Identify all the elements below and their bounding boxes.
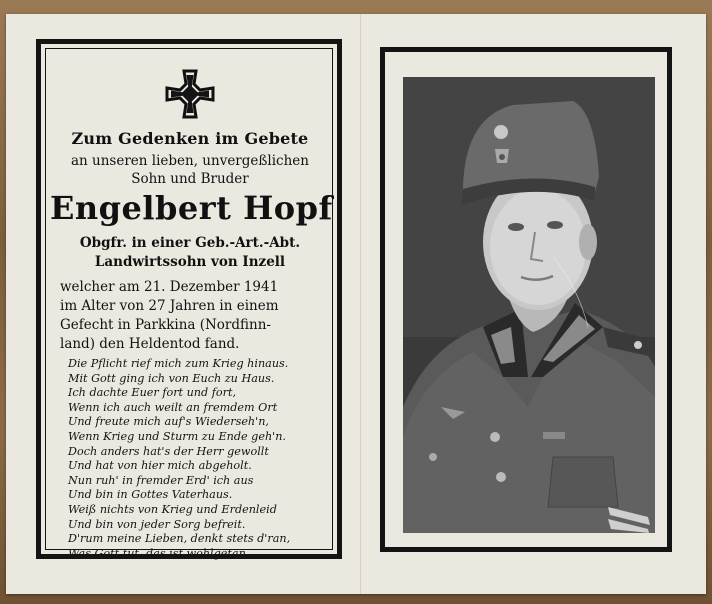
deceased-name: Engelbert Hopf <box>50 189 333 227</box>
origin-line: Landwirtssohn von Inzell <box>94 254 286 270</box>
death-line: land) den Heldentod fand. <box>60 336 240 352</box>
military-rank: Obgfr. in einer Geb.-Art.-Abt. <box>79 235 301 251</box>
poem-line: Und hat von hier mich abgeholt. <box>68 459 252 473</box>
poem-line: Und bin in Gottes Vaterhaus. <box>68 488 233 502</box>
death-line: welcher am 21. Dezember 1941 <box>60 279 279 295</box>
poem-line: D'rum meine Lieben, denkt stets d'ran, <box>68 532 291 546</box>
poem-line: Wenn Krieg und Sturm zu Ende geh'n. <box>68 429 286 443</box>
death-notice <box>60 278 322 354</box>
poem-line: Mit Gott ging ich von Euch zu Haus. <box>68 371 275 385</box>
death-line: im Alter von 27 Jahren in einem <box>60 298 279 314</box>
card-fold <box>360 14 362 594</box>
memorial-poem <box>68 357 338 561</box>
soldier-portrait-photo <box>403 77 655 533</box>
poem-line: Ich dachte Euer fort und fort, <box>68 386 236 400</box>
death-line: Gefecht in Parkkina (Nordfinn- <box>60 317 271 333</box>
poem-line: Wenn ich auch weilt an fremdem Ort <box>68 400 278 414</box>
poem-line: Und bin von jeder Sorg befreit. <box>68 517 246 531</box>
memorial-heading: Zum Gedenken im Gebete <box>71 129 309 148</box>
intro-line-1: an unseren lieben, unvergeßlichen <box>71 153 309 169</box>
poem-line: Weiß nichts von Krieg und Erdenleid <box>68 502 277 516</box>
intro-line-2: Sohn und Bruder <box>131 171 249 187</box>
iron-cross-icon <box>163 67 217 121</box>
poem-line: Was Gott tut, das ist wohlgetan. <box>68 546 250 560</box>
poem-line: Nun ruh' in fremder Erd' ich aus <box>68 473 254 487</box>
poem-line: Doch anders hat's der Herr gewollt <box>68 444 269 458</box>
poem-line: Die Pflicht rief mich zum Krieg hinaus. <box>68 357 289 370</box>
poem-line: Und freute mich auf's Wiederseh'n, <box>68 415 269 429</box>
